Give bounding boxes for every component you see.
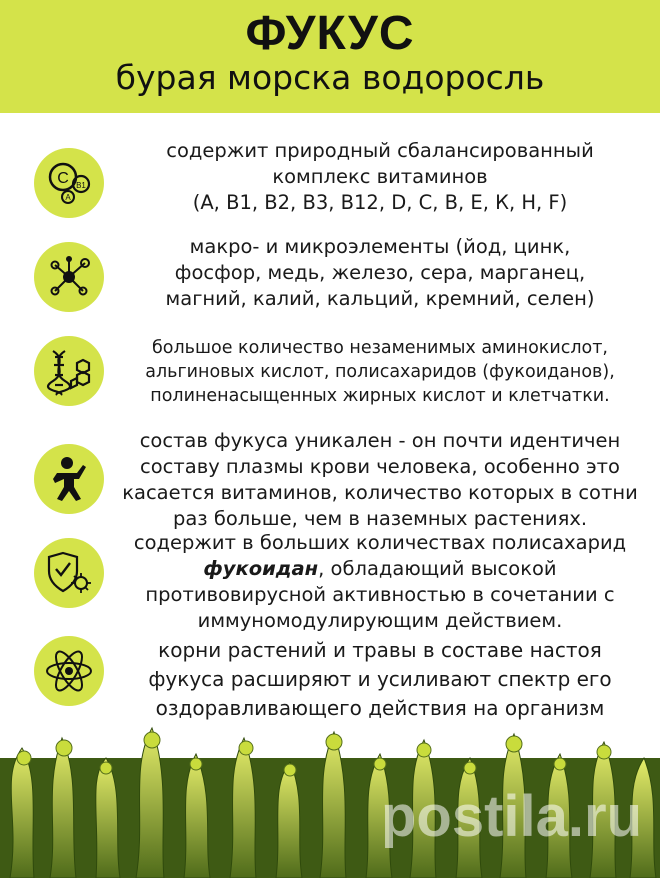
watermark: postila.ru xyxy=(380,784,642,849)
dna-icon xyxy=(34,336,104,406)
atom-icon xyxy=(34,636,104,706)
page-title: ФУКУС xyxy=(245,7,415,60)
benefit-text: состав фукуса уникален - он почти идентичен составу плазмы крови человека, особенно это касается витаминов, количество которых в сотни раз больше, чем в наземных растениях. xyxy=(122,429,638,530)
svg-text:C: C xyxy=(57,170,69,187)
header-banner xyxy=(0,0,660,113)
benefit-text: макро- и микроэлементы (йод, цинк, фосфор, медь, железо, сера, марганец, магний, калий, кальций, кремний, селен) xyxy=(165,235,595,310)
benefit-text: большое количество незаменимых аминокислот, альгиновых кислот, полисахаридов (фукоиданов), полиненасыщенных жирных кислот и клетчатки. xyxy=(145,338,615,406)
page-subtitle: бурая морска водоросль xyxy=(115,58,545,97)
benefit-text: содержит природный сбалансированный комплекс витаминов (А, В1, В2, В3, В12, D, C, В, Е, К, Н, F) xyxy=(166,139,594,214)
svg-text:A: A xyxy=(65,193,71,202)
benefit-text: содержит в больших количествах полисахарид фукоидан, обладающий высокой противовирусной активностью в сочетании с иммуномодулирующим действием. xyxy=(133,531,627,632)
vitamins-icon xyxy=(34,148,104,218)
molecule-icon xyxy=(34,242,104,312)
fucoidan-highlight: фукоидан xyxy=(203,557,319,580)
benefit-text: корни растений и травы в составе настоя фукуса расширяют и усиливают спектр его оздоравливающего действия на организм xyxy=(148,638,612,720)
human-figure-icon xyxy=(34,444,104,514)
shield-virus-icon xyxy=(34,538,104,608)
svg-text:B1: B1 xyxy=(76,181,86,190)
